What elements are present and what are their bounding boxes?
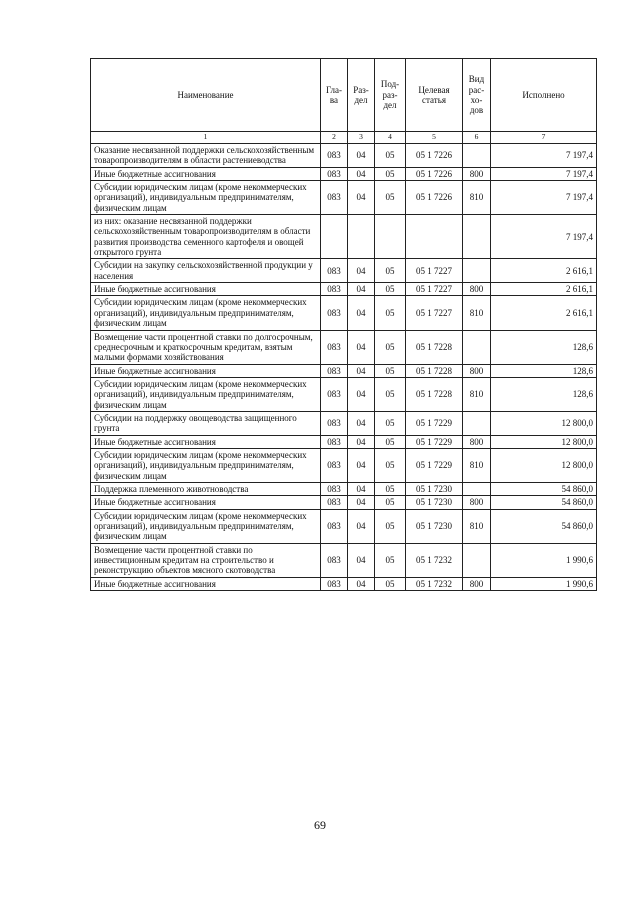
row-target: 05 1 7226 bbox=[406, 144, 463, 168]
row-target: 05 1 7230 bbox=[406, 482, 463, 495]
row-podrazdel: 05 bbox=[375, 435, 406, 448]
row-name: Иные бюджетные ассигнования bbox=[91, 283, 321, 296]
row-glava: 083 bbox=[321, 482, 348, 495]
row-podrazdel: 05 bbox=[375, 181, 406, 215]
row-podrazdel: 05 bbox=[375, 283, 406, 296]
row-razdel: 04 bbox=[348, 448, 375, 482]
row-name: Субсидии юридическим лицам (кроме некоммерческих организаций), индивидуальным предпринимателям, физическим лицам bbox=[91, 377, 321, 411]
row-name: Возмещение части процентной ставки по долгосрочным, среднесрочным и краткосрочным кредитам, взятым малыми формами хозяйствования bbox=[91, 330, 321, 364]
row-target: 05 1 7229 bbox=[406, 411, 463, 435]
row-name: Иные бюджетные ассигнования bbox=[91, 577, 321, 590]
row-glava: 083 bbox=[321, 144, 348, 168]
row-vid bbox=[463, 330, 491, 364]
row-executed: 7 197,4 bbox=[491, 215, 597, 259]
row-executed: 7 197,4 bbox=[491, 144, 597, 168]
header-vid-text: Вид рас- хо- дов bbox=[468, 74, 485, 116]
row-name: Субсидии на поддержку овощеводства защищенного грунта bbox=[91, 411, 321, 435]
header-executed bbox=[491, 59, 597, 132]
row-glava: 083 bbox=[321, 181, 348, 215]
row-name: Иные бюджетные ассигнования bbox=[91, 364, 321, 377]
row-glava: 083 bbox=[321, 377, 348, 411]
row-vid bbox=[463, 259, 491, 283]
row-name: Субсидии юридическим лицам (кроме некоммерческих организаций), индивидуальным предпринимателям, физическим лицам bbox=[91, 181, 321, 215]
row-target: 05 1 7230 bbox=[406, 496, 463, 509]
row-podrazdel: 05 bbox=[375, 364, 406, 377]
row-executed: 7 197,4 bbox=[491, 167, 597, 180]
table-row bbox=[91, 144, 597, 168]
row-glava: 083 bbox=[321, 296, 348, 330]
row-razdel bbox=[348, 215, 375, 259]
row-name: Субсидии юридическим лицам (кроме некоммерческих организаций), индивидуальным предпринимателям, физическим лицам bbox=[91, 296, 321, 330]
row-name: Субсидии юридическим лицам (кроме некоммерческих организаций), индивидуальным предпринимателям, физическим лицам bbox=[91, 448, 321, 482]
row-glava: 083 bbox=[321, 543, 348, 577]
table-row bbox=[91, 543, 597, 577]
row-executed: 2 616,1 bbox=[491, 283, 597, 296]
column-number: 5 bbox=[406, 132, 463, 144]
row-vid bbox=[463, 482, 491, 495]
row-target bbox=[406, 215, 463, 259]
row-glava: 083 bbox=[321, 448, 348, 482]
column-number: 6 bbox=[463, 132, 491, 144]
column-number: 7 bbox=[491, 132, 597, 144]
row-target: 05 1 7226 bbox=[406, 167, 463, 180]
column-number: 2 bbox=[321, 132, 348, 144]
row-razdel: 04 bbox=[348, 181, 375, 215]
row-name: Поддержка племенного животноводства bbox=[91, 482, 321, 495]
row-executed: 12 800,0 bbox=[491, 448, 597, 482]
budget-table bbox=[90, 58, 597, 591]
header-podrazdel-text: Под- раз- дел bbox=[380, 79, 400, 111]
row-executed: 2 616,1 bbox=[491, 296, 597, 330]
row-razdel: 04 bbox=[348, 283, 375, 296]
row-executed: 128,6 bbox=[491, 377, 597, 411]
row-razdel: 04 bbox=[348, 377, 375, 411]
row-vid bbox=[463, 215, 491, 259]
column-number-row bbox=[91, 132, 597, 144]
row-name: Субсидии на закупку сельскохозяйственной продукции у населения bbox=[91, 259, 321, 283]
row-executed: 1 990,6 bbox=[491, 577, 597, 590]
table-row bbox=[91, 377, 597, 411]
row-razdel: 04 bbox=[348, 259, 375, 283]
row-target: 05 1 7229 bbox=[406, 435, 463, 448]
row-executed: 128,6 bbox=[491, 330, 597, 364]
row-razdel: 04 bbox=[348, 496, 375, 509]
row-target: 05 1 7232 bbox=[406, 577, 463, 590]
row-vid bbox=[463, 144, 491, 168]
table-row bbox=[91, 509, 597, 543]
table-row bbox=[91, 364, 597, 377]
row-podrazdel: 05 bbox=[375, 377, 406, 411]
header-razdel bbox=[348, 59, 375, 132]
row-vid: 800 bbox=[463, 364, 491, 377]
header-target bbox=[406, 59, 463, 132]
row-target: 05 1 7228 bbox=[406, 330, 463, 364]
row-razdel: 04 bbox=[348, 296, 375, 330]
row-target: 05 1 7228 bbox=[406, 377, 463, 411]
row-glava: 083 bbox=[321, 435, 348, 448]
row-vid: 810 bbox=[463, 509, 491, 543]
column-number: 3 bbox=[348, 132, 375, 144]
table-row bbox=[91, 577, 597, 590]
row-podrazdel: 05 bbox=[375, 259, 406, 283]
row-target: 05 1 7229 bbox=[406, 448, 463, 482]
row-name: Иные бюджетные ассигнования bbox=[91, 496, 321, 509]
row-razdel: 04 bbox=[348, 364, 375, 377]
row-vid: 810 bbox=[463, 181, 491, 215]
row-target: 05 1 7227 bbox=[406, 259, 463, 283]
table-row bbox=[91, 181, 597, 215]
table-row bbox=[91, 215, 597, 259]
header-glava bbox=[321, 59, 348, 132]
row-glava: 083 bbox=[321, 259, 348, 283]
table-row bbox=[91, 330, 597, 364]
row-vid bbox=[463, 411, 491, 435]
row-executed: 54 860,0 bbox=[491, 509, 597, 543]
row-vid: 800 bbox=[463, 435, 491, 448]
row-executed: 12 800,0 bbox=[491, 411, 597, 435]
row-glava: 083 bbox=[321, 283, 348, 296]
row-name: Субсидии юридическим лицам (кроме некоммерческих организаций), индивидуальным предпринимателям, физическим лицам bbox=[91, 509, 321, 543]
table-row bbox=[91, 496, 597, 509]
header-podrazdel bbox=[375, 59, 406, 132]
row-podrazdel: 05 bbox=[375, 411, 406, 435]
row-vid: 800 bbox=[463, 577, 491, 590]
table-row bbox=[91, 283, 597, 296]
row-target: 05 1 7232 bbox=[406, 543, 463, 577]
table-row bbox=[91, 296, 597, 330]
table-row bbox=[91, 167, 597, 180]
row-podrazdel: 05 bbox=[375, 496, 406, 509]
row-glava: 083 bbox=[321, 364, 348, 377]
row-podrazdel: 05 bbox=[375, 543, 406, 577]
row-razdel: 04 bbox=[348, 144, 375, 168]
row-razdel: 04 bbox=[348, 167, 375, 180]
column-number: 1 bbox=[91, 132, 321, 144]
row-target: 05 1 7230 bbox=[406, 509, 463, 543]
header-vid bbox=[463, 59, 491, 132]
column-number: 4 bbox=[375, 132, 406, 144]
row-name: Иные бюджетные ассигнования bbox=[91, 435, 321, 448]
table-row bbox=[91, 259, 597, 283]
row-podrazdel bbox=[375, 215, 406, 259]
row-vid: 810 bbox=[463, 377, 491, 411]
row-razdel: 04 bbox=[348, 330, 375, 364]
header-name bbox=[91, 59, 321, 132]
row-target: 05 1 7227 bbox=[406, 296, 463, 330]
table-row bbox=[91, 435, 597, 448]
row-podrazdel: 05 bbox=[375, 448, 406, 482]
page-number: 69 bbox=[314, 818, 326, 832]
header-row bbox=[91, 59, 597, 132]
row-razdel: 04 bbox=[348, 482, 375, 495]
row-podrazdel: 05 bbox=[375, 577, 406, 590]
row-razdel: 04 bbox=[348, 543, 375, 577]
row-vid: 800 bbox=[463, 496, 491, 509]
row-target: 05 1 7226 bbox=[406, 181, 463, 215]
row-razdel: 04 bbox=[348, 411, 375, 435]
table-row bbox=[91, 411, 597, 435]
row-glava: 083 bbox=[321, 509, 348, 543]
row-glava: 083 bbox=[321, 411, 348, 435]
row-target: 05 1 7227 bbox=[406, 283, 463, 296]
row-executed: 54 860,0 bbox=[491, 482, 597, 495]
row-podrazdel: 05 bbox=[375, 296, 406, 330]
row-name: Оказание несвязанной поддержки сельскохозяйственным товаропроизводителям в области растениеводства bbox=[91, 144, 321, 168]
row-podrazdel: 05 bbox=[375, 167, 406, 180]
row-executed: 1 990,6 bbox=[491, 543, 597, 577]
row-executed: 128,6 bbox=[491, 364, 597, 377]
header-target-text: Целевая статья bbox=[418, 84, 450, 105]
row-name: из них: оказание несвязанной поддержки сельскохозяйственным товаропроизводителям в области развития производства семенного картофеля и овощей открытого грунта bbox=[91, 215, 321, 259]
header-glava-text: Гла- ва bbox=[325, 84, 342, 105]
row-podrazdel: 05 bbox=[375, 144, 406, 168]
row-vid: 810 bbox=[463, 448, 491, 482]
row-executed: 7 197,4 bbox=[491, 181, 597, 215]
row-razdel: 04 bbox=[348, 509, 375, 543]
row-glava: 083 bbox=[321, 577, 348, 590]
row-vid: 800 bbox=[463, 167, 491, 180]
row-glava: 083 bbox=[321, 330, 348, 364]
table-row bbox=[91, 448, 597, 482]
row-vid bbox=[463, 543, 491, 577]
row-podrazdel: 05 bbox=[375, 482, 406, 495]
row-razdel: 04 bbox=[348, 435, 375, 448]
row-vid: 810 bbox=[463, 296, 491, 330]
row-name: Возмещение части процентной ставки по инвестиционным кредитам на строительство и реконструкцию объектов мясного скотоводства bbox=[91, 543, 321, 577]
row-podrazdel: 05 bbox=[375, 330, 406, 364]
row-executed: 12 800,0 bbox=[491, 435, 597, 448]
row-glava bbox=[321, 215, 348, 259]
row-glava: 083 bbox=[321, 167, 348, 180]
header-razdel-text: Раз- дел bbox=[353, 84, 369, 105]
row-executed: 54 860,0 bbox=[491, 496, 597, 509]
row-glava: 083 bbox=[321, 496, 348, 509]
table-row bbox=[91, 482, 597, 495]
row-name: Иные бюджетные ассигнования bbox=[91, 167, 321, 180]
row-vid: 800 bbox=[463, 283, 491, 296]
row-target: 05 1 7228 bbox=[406, 364, 463, 377]
row-executed: 2 616,1 bbox=[491, 259, 597, 283]
header-executed-text: Исполнено bbox=[522, 89, 565, 100]
header-name-text: Наименование bbox=[177, 89, 234, 100]
row-podrazdel: 05 bbox=[375, 509, 406, 543]
row-razdel: 04 bbox=[348, 577, 375, 590]
